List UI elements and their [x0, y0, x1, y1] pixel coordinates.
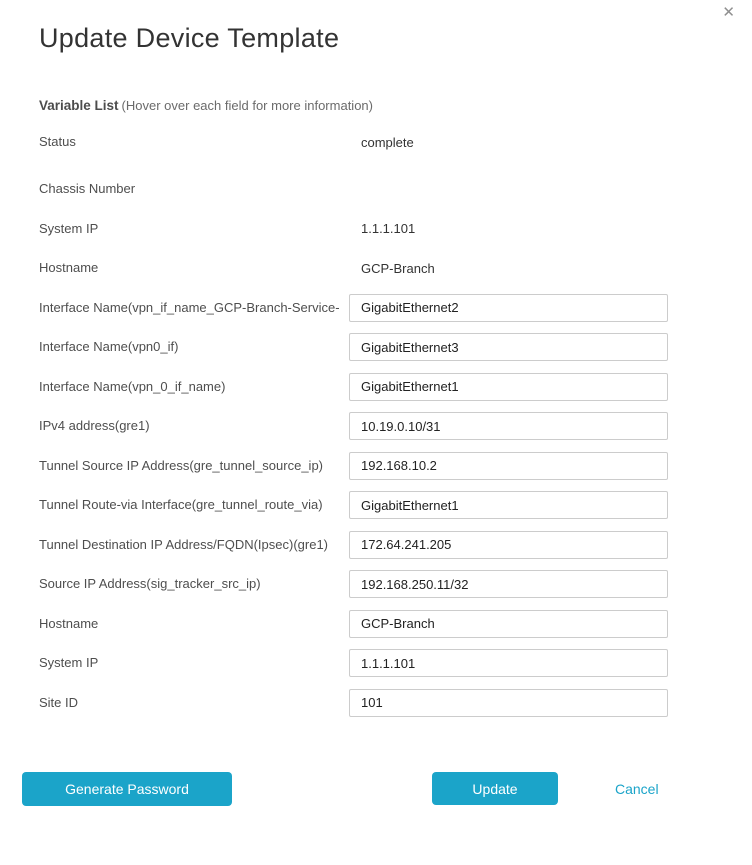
dialog-footer	[22, 772, 668, 806]
field-input[interactable]	[349, 373, 668, 401]
field-label: Hostname	[39, 260, 99, 275]
field-input[interactable]	[349, 570, 668, 598]
field-row	[39, 254, 668, 282]
field-row	[39, 649, 668, 677]
field-row	[39, 373, 668, 401]
field-input[interactable]	[349, 689, 668, 717]
field-label: Tunnel Route-via Interface(gre_tunnel_route_via)	[39, 497, 323, 512]
field-label: Chassis Number	[39, 181, 136, 196]
field-label: Site ID	[39, 694, 79, 710]
field-row	[39, 570, 668, 598]
field-input[interactable]	[349, 412, 668, 440]
field-label: Status	[39, 134, 76, 149]
field-value: complete	[361, 134, 414, 150]
field-row	[39, 531, 668, 559]
field-label: Interface Name(vpn_if_name_GCP-Branch-Service-	[39, 299, 340, 315]
field-label: Source IP Address(sig_tracker_src_ip)	[39, 576, 261, 591]
field-input[interactable]	[349, 333, 668, 361]
field-row	[39, 175, 668, 203]
field-input[interactable]	[349, 531, 668, 559]
update-button[interactable]: Update	[432, 772, 558, 805]
field-row	[39, 452, 668, 480]
field-row	[39, 689, 668, 717]
field-row	[39, 215, 668, 243]
field-label: Tunnel Source IP Address(gre_tunnel_source_ip)	[39, 457, 324, 473]
field-row	[39, 491, 668, 519]
field-input[interactable]	[349, 294, 668, 322]
field-label: Hostname	[39, 615, 99, 631]
field-label: System IP	[39, 655, 99, 670]
field-row	[39, 294, 668, 322]
field-value: 1.1.1.101	[361, 221, 416, 236]
field-row	[39, 128, 668, 156]
field-label: System IP	[39, 220, 99, 236]
field-label: Tunnel Destination IP Address/FQDN(Ipsec)(gre1)	[39, 536, 329, 552]
field-input[interactable]	[349, 491, 668, 519]
field-label: IPv4 address(gre1)	[39, 418, 150, 433]
field-row	[39, 333, 668, 361]
field-label: Interface Name(vpn_0_if_name)	[39, 378, 226, 394]
field-row	[39, 610, 668, 638]
variable-list-heading	[39, 98, 668, 114]
generate-password-button[interactable]: Generate Password	[22, 772, 232, 806]
field-row	[39, 412, 668, 440]
variable-list-note: (Hover over each field for more information)	[121, 98, 373, 113]
field-value: GCP-Branch	[361, 260, 435, 276]
field-input[interactable]	[349, 452, 668, 480]
dialog-title: Update Device Template	[39, 23, 340, 53]
field-label: Interface Name(vpn0_if)	[39, 339, 179, 354]
cancel-button[interactable]: Cancel	[615, 780, 659, 797]
field-input[interactable]	[349, 610, 668, 638]
close-icon[interactable]: ✕	[722, 4, 735, 21]
field-input[interactable]	[349, 649, 668, 677]
variable-list	[39, 128, 668, 717]
variable-list-title: Variable List	[39, 98, 119, 113]
